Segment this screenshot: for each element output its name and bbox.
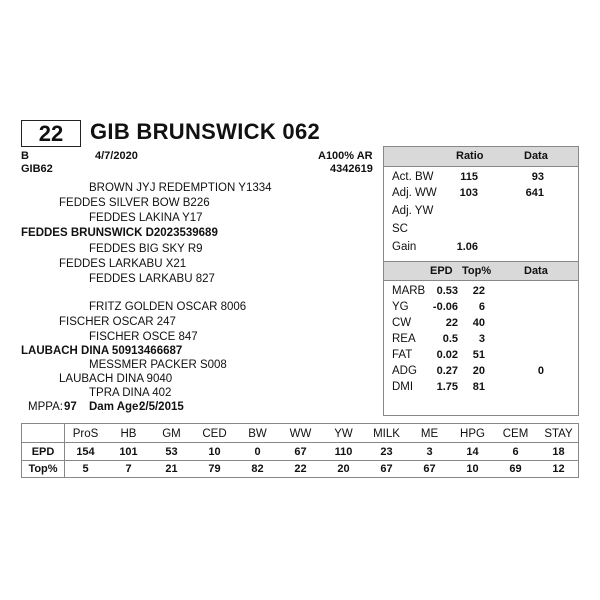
- carcass-epd-rea: 0.5: [442, 333, 458, 345]
- carcass-data-adg: 0: [537, 365, 544, 377]
- mppa-value: 97: [64, 401, 77, 413]
- carcass-label-fat: FAT: [392, 349, 413, 361]
- epd-column-header: EPD: [430, 265, 453, 277]
- dam-age-value: 2/5/2015: [139, 401, 184, 413]
- carcass-epd-dmi: 1.75: [436, 381, 458, 393]
- top-percent-stay: 12: [552, 463, 565, 475]
- pedigree-dam-dam-sire: MESSMER PACKER S008: [89, 359, 227, 371]
- carcass-top-fat: 51: [472, 349, 485, 361]
- epd-header-gm: GM: [162, 428, 181, 440]
- epd-header-me: ME: [420, 428, 439, 440]
- epd-header-hb: HB: [120, 428, 137, 440]
- epd-column-pros: [64, 424, 107, 477]
- animal-name: GIB BRUNSWICK 062: [90, 119, 321, 144]
- epd-header-ww: WW: [289, 428, 312, 440]
- epd-header-stay: STAY: [544, 428, 573, 440]
- epd-header-cem: CEM: [502, 428, 529, 440]
- perf-label-adj-yw: Adj. YW: [392, 205, 434, 217]
- pedigree-dam-sire-sire: FRITZ GOLDEN OSCAR 8006: [89, 301, 247, 313]
- top-percent-yw: 20: [337, 463, 350, 475]
- top-percent-me: 67: [423, 463, 436, 475]
- epd-value-yw: 110: [334, 446, 353, 458]
- epd-value-bw: 0: [254, 446, 261, 458]
- epd-value-stay: 18: [552, 446, 565, 458]
- carcass-epd-adg: 0.27: [436, 365, 458, 377]
- epd-value-ww: 67: [294, 446, 307, 458]
- top-percent-cem: 69: [509, 463, 522, 475]
- epd-value-milk: 23: [380, 446, 393, 458]
- pedigree-sire-dam-sire: FEDDES BIG SKY R9: [89, 243, 203, 255]
- top-percent-hb: 7: [125, 463, 132, 475]
- epd-header-yw: YW: [334, 428, 353, 440]
- pedigree-dam-sire-dam: FISCHER OSCE 847: [89, 331, 198, 343]
- carcass-label-adg: ADG: [392, 365, 417, 377]
- pedigree-dam-dam: LAUBACH DINA 9040: [59, 373, 173, 385]
- data-column-header: Data: [524, 150, 548, 162]
- epd-header-hpg: HPG: [460, 428, 485, 440]
- epd-value-hb: 101: [119, 446, 138, 458]
- perf-label-sc: SC: [392, 223, 408, 235]
- pedigree-sire-dam: FEDDES LARKABU X21: [59, 258, 187, 270]
- epd-header-ced: CED: [202, 428, 227, 440]
- perf-label-adj-ww: Adj. WW: [392, 187, 437, 199]
- carcass-top-yg: 6: [478, 301, 485, 313]
- stats-box: [383, 146, 579, 416]
- carcass-epd-yg: -0.06: [432, 301, 458, 313]
- carcass-data-column-header: Data: [524, 265, 548, 277]
- pedigree-sire: FEDDES BRUNSWICK D2023539689: [21, 227, 218, 239]
- perf-ratio-gain: 1.06: [456, 241, 478, 253]
- perf-ratio-act-bw: 115: [460, 171, 478, 183]
- epd-header-milk: MILK: [373, 428, 400, 440]
- dam-age-label: Dam Age:: [89, 401, 143, 413]
- epd-value-ced: 10: [208, 446, 221, 458]
- epd-value-cem: 6: [512, 446, 519, 458]
- carcass-label-rea: REA: [392, 333, 416, 345]
- epd-value-hpg: 14: [466, 446, 479, 458]
- epd-column-stay: [537, 424, 580, 477]
- carcass-label-dmi: DMI: [392, 381, 414, 393]
- top-percent-ww: 22: [294, 463, 307, 475]
- lot-number: 22: [21, 120, 81, 147]
- registry-code: A100% AR: [318, 150, 373, 162]
- epd-column-me: [408, 424, 451, 477]
- carcass-label-yg: YG: [392, 301, 409, 313]
- carcass-top-adg: 20: [472, 365, 485, 377]
- carcass-epd-cw: 22: [445, 317, 458, 329]
- top-row-label: Top%: [28, 463, 58, 475]
- perf-label-gain: Gain: [392, 241, 417, 253]
- epd-column-cem: [494, 424, 537, 477]
- carcass-label-cw: CW: [392, 317, 412, 329]
- epd-column-gm: [150, 424, 193, 477]
- pedigree-dam-dam-dam: TPRA DINA 402: [89, 387, 172, 399]
- epd-table: [21, 423, 579, 478]
- carcass-top-marb: 22: [472, 285, 485, 297]
- epd-value-me: 3: [426, 446, 433, 458]
- perf-label-act-bw: Act. BW: [392, 171, 434, 183]
- carcass-epd-fat: 0.02: [436, 349, 458, 361]
- epd-value-pros: 154: [76, 446, 95, 458]
- perf-data-act-bw: 93: [531, 171, 544, 183]
- pedigree-sire-dam-dam: FEDDES LARKABU 827: [89, 273, 215, 285]
- pedigree-sire-sire-sire: BROWN JYJ REDEMPTION Y1334: [89, 182, 272, 194]
- epd-row-label: EPD: [31, 446, 55, 458]
- epd-column-ww: [279, 424, 322, 477]
- mppa-label: MPPA:: [28, 401, 63, 413]
- carcass-epd-marb: 0.53: [436, 285, 458, 297]
- epd-value-gm: 53: [165, 446, 178, 458]
- epd-header-bw: BW: [248, 428, 267, 440]
- top-percent-bw: 82: [251, 463, 264, 475]
- top-percent-hpg: 10: [466, 463, 479, 475]
- perf-ratio-adj-ww: 103: [459, 187, 478, 199]
- carcass-top-dmi: 81: [472, 381, 485, 393]
- top-column-header: Top%: [462, 265, 492, 277]
- epd-column-hb: [107, 424, 150, 477]
- top-percent-gm: 21: [165, 463, 178, 475]
- pedigree-dam: LAUBACH DINA 50913466687: [21, 345, 183, 357]
- top-percent-pros: 5: [82, 463, 89, 475]
- epd-column-bw: [236, 424, 279, 477]
- epd-column-milk: [365, 424, 408, 477]
- epd-header-pros: ProS: [72, 428, 99, 440]
- carcass-top-rea: 3: [478, 333, 485, 345]
- pedigree-dam-sire: FISCHER OSCAR 247: [59, 316, 176, 328]
- ratio-column-header: Ratio: [456, 150, 484, 162]
- epd-column-hpg: [451, 424, 494, 477]
- epd-column-ced: [193, 424, 236, 477]
- perf-data-adj-ww: 641: [525, 187, 544, 199]
- registration-number: 4342619: [330, 163, 373, 175]
- performance-header: [384, 147, 578, 167]
- sex-code: B: [21, 150, 29, 162]
- carcass-top-cw: 40: [472, 317, 485, 329]
- pedigree-sire-sire-dam: FEDDES LAKINA Y17: [89, 212, 203, 224]
- carcass-header: [384, 261, 578, 281]
- tattoo: GIB62: [21, 163, 53, 175]
- birth-date: 4/7/2020: [95, 150, 138, 162]
- carcass-label-marb: MARB: [392, 285, 426, 297]
- epd-column-yw: [322, 424, 365, 477]
- top-percent-ced: 79: [208, 463, 221, 475]
- top-percent-milk: 67: [380, 463, 393, 475]
- pedigree-sire-sire: FEDDES SILVER BOW B226: [59, 197, 210, 209]
